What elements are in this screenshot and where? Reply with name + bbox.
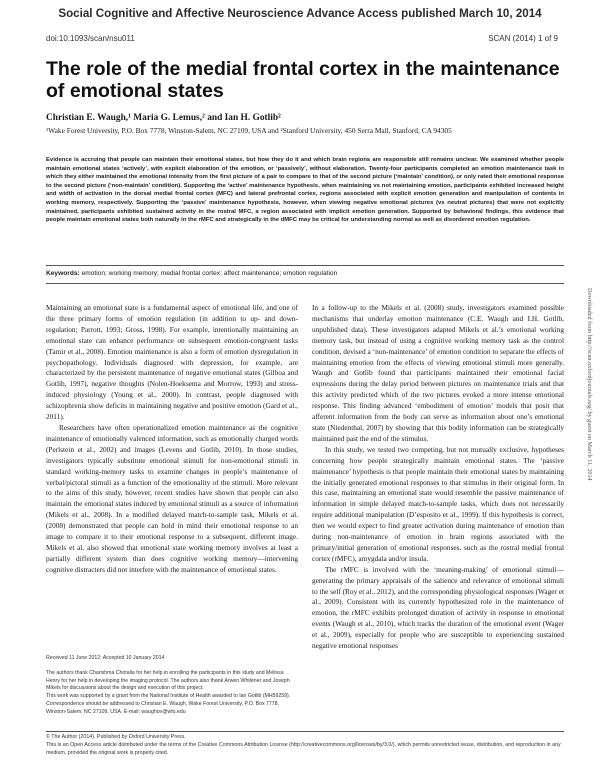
keywords-line bbox=[46, 270, 337, 277]
body-paragraph: Researchers have often operationalized emotion maintenance as the cognitive maintenance of emotionally valenced information, such as emotionally charged words (Perlstein et al., 2002) and images (Levens and Gotlib, 2010). In those studies, investigators typically substitute emotional stimuli for non-emotional stimuli in standard working-memory tasks to examine changes in people’s maintenance of verbal/pictoral stimuli as a function of the emotionality of the stimuli. More relevant to the aims of this study, however, recent studies have shown that people can also maintain the emotional states induced by emotional stimuli as a source of information (Mikels et al., 2008). In a modified delayed match-to-sample task, Mikels et al. (2008) demonstrated that people can hold in mind their emotional response to an image to compare it to their emotional response to a subsequent, different image. Mikels et al. also showed that emotional state working memory involves at least a partially different system than does cognitive working memory—intervening cognitive distracters did not interfere with the maintenance of emotional states. bbox=[46, 422, 298, 574]
body-column-right bbox=[312, 303, 564, 652]
affiliations: ¹Wake Forest University, P.O. Box 7778, Winston-Salem, NC 27109, USA and ²Stanford University, 450 Serra Mall, Stanford, CA 94305 bbox=[46, 126, 452, 135]
author-list: Christian E. Waugh,¹ Maria G. Lemus,² and Ian H. Gotlib² bbox=[46, 113, 281, 123]
body-paragraph: In a follow-up to the Mikels et al. (2008) study, investigators examined possible mechanisms that underlay emotion maintenance (C.E. Waugh and I.H. Gotlib, unpublished data). These investigators adapted Mikels et al.’s emotional working memory task, but instead of using a cognitive working memory task as the control condition, devised a ‘non-maintenance’ of emotion condition to separate the effects of maintaining emotion from the effects of viewing emotional stimuli more generally. Waugh and Gotlib found that participants maintained their emotional facial expressions during the delay period between pictures on maintenance trials and that this activity predicted which of the two pictures evoked a more intense emotional response. This finding advanced ‘embodiment of emotion’ models that posit that afferent information from the body can serve as information about one’s emotional state (Niedenthal, 2007) by showing that this bodily information can be strategically maintained past the end of the stimulus. bbox=[312, 303, 564, 443]
footnote-acknowledgement: The authors thank Charishma Chotalia for her help in enrolling the participants in this study and Melissa Henry for her help in developing the imaging protocol. The authors also thank Arwen Whitener and Joseph Mikels for discussions about the design and execution of this project. bbox=[46, 670, 290, 692]
abstract: Evidence is accruing that people can maintain their emotional states, but how they do it and which brain regions are responsible still remains unclear. We examined whether people maintain emotional states ‘actively’, with explicit elaboration of the emotion, or ‘passively’, without elaboration. Twenty-four participants completed an emotion maintenance task in which they either maintained the emotional intensity from the first picture of a pair to compare to that of the second picture (‘maintain’ condition), or only rated their emotional response to the second picture (‘non-maintain’ condition). Supporting the ‘active’ maintenance hypothesis, when maintaining vs not maintaining emotion, participants exhibited increased height and width of activation in the dorsal medial frontal cortex (MFC) and lateral prefrontal cortex, regions associated with explicit emotion generation and manipulation of contents in working memory, respectively. Supporting the ‘passive’ maintenance hypothesis, however, when viewing negative emotional pictures (vs neutral pictures) that were not explicitly maintained, participants exhibited sustained activity in the rostral MFC, a region associated with implicit emotion generation. Supported by behavioral findings, this evidence that people maintain emotional states both naturally in the rMFC and strategically in the dMFC may be critical for understanding normal as well as disordered emotion regulation. bbox=[46, 157, 564, 224]
body-paragraph: The rMFC is involved with the ‘meaning-making’ of emotional stimuli—generating the primary appraisals of the salience and relevance of emotional stimuli to the self (Roy et al., 2012), and the corresponding physiological responses (Wager et al., 2009). Consistent with its currently hypothesized role in the maintenance of emotion, the rMFC exhibits prolonged duration of activity in response to emotional events (Waugh et al., 2010), which tracks the duration of the emotional event (Wager et al., 2009), especially for people who are susceptible to experiencing sustained negative emotional responses bbox=[312, 564, 564, 651]
doi-label[interactable]: doi:10.1093/scan/nsu011 bbox=[46, 34, 135, 43]
received-accepted-dates: Received 11 June 2012; Accepted 10 January 2014 bbox=[46, 655, 165, 661]
footnote-funding: This work was supported by a grant from the National Institute of Health awarded to Ian Gotlib (MH59259). bbox=[46, 693, 291, 700]
body-paragraph: Maintaining an emotional state is a fundamental aspect of emotional life, and one of the three primary forms of emotion regulation (in addition to up- and down-regulation; Parrott, 1993; Gross, 1998). For example, intentionally maintaining an emotional state can enhance performance on subsequent emotion-congruent tasks (Tamir et al., 2008). Emotion maintenance is also a form of emotion dysregulation in psychopathology. Individuals diagnosed with depression, for example, are characterized by the persistent maintenance of negative emotional states (Gilboa and Gotlib, 1997), negative thoughts (Nolen-Hoeksema and Morrow, 1993) and stress-induced physiology (Young et al., 2000). In contrast, people diagnosed with schizophrenia show deficits in maintaining negative and positive emotion (Gard et al., 2011). bbox=[46, 303, 298, 422]
article-title: The role of the medial frontal cortex in the maintenance of emotional states bbox=[46, 58, 560, 102]
keywords-top-divider bbox=[46, 265, 564, 266]
body-column-left bbox=[46, 303, 298, 576]
footnote-correspondence: Correspondence should be addressed to Christian E. Waugh, Wake Forest University, P.O. Box 7778, Winston-Salem, NC 27109, USA. E-mail: waughce@wfu.edu bbox=[46, 700, 279, 715]
keywords-label: Keywords: bbox=[46, 270, 80, 277]
license-block bbox=[46, 734, 566, 757]
keywords-bottom-divider bbox=[46, 283, 564, 284]
open-access-statement: This is an Open Access article distributed under the terms of the Creative Commons Attribution License (http://creativecommons.org/licenses/by/3.0/), which permits unrestricted reuse, distribution, and reproduction in any medium, provided the original work is properly cited. bbox=[46, 741, 561, 756]
body-paragraph: In this study, we tested two competing, but not mutually exclusive, hypotheses concerning how people strategically maintain emotional states. The ‘passive maintenance’ hypothesis is that people maintain their emotional states by maintaining the initially generated emotional responses to that stimulus in their original form. In this case, maintaining an emotional state would resemble the passive maintenance of information in simple delayed match-to-sample tasks, which does not necessarily require additional manipulation (D’esposito et al., 1999). If this hypothesis is correct, then we would expect to find greater activation during maintenance of emotion than during non-maintenance of emotion in brain regions associated with the primary/initial generation of emotional responses, such as the rostral medial frontal cortex (rMFC), amygdala and/or insula. bbox=[312, 444, 564, 563]
copyright-line: © The Author (2014). Published by Oxford University Press. bbox=[46, 734, 186, 740]
advance-access-banner: Social Cognitive and Affective Neuroscience Advance Access published March 10, 2014 bbox=[58, 7, 542, 20]
journal-reference: SCAN (2014) 1 of 9 bbox=[488, 34, 558, 43]
keywords-text: emotion; working memory; medial frontal cortex; affect maintenance; emotion regulation bbox=[81, 270, 338, 277]
footnotes bbox=[46, 670, 298, 716]
license-divider bbox=[46, 731, 564, 732]
download-watermark: Downloaded from http://scan.oxfordjournals.org/ by guest on March 11, 2014 bbox=[586, 288, 593, 481]
